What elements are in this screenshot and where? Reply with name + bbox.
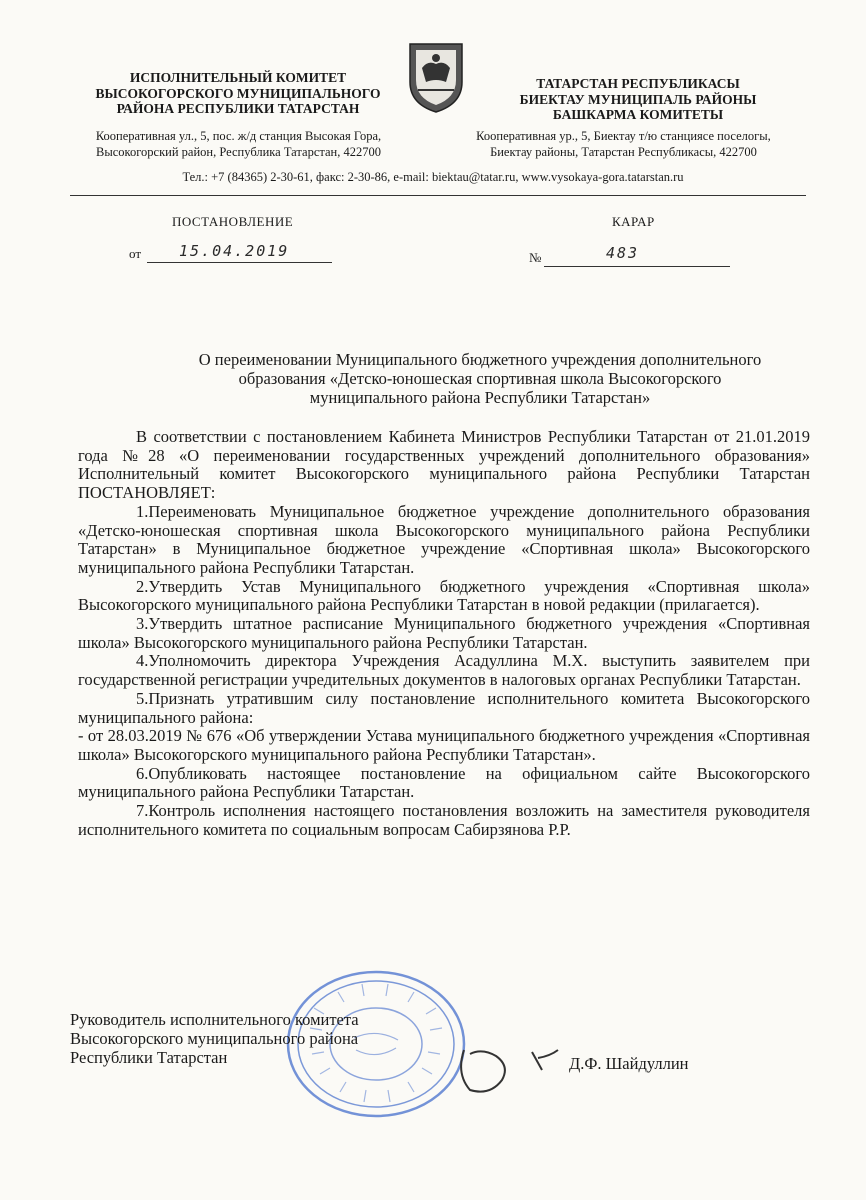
list-item: 4.Уполномочить директора Учреждения Асадуллина М.Х. выступить заявителем при государственной регистрации учредительных документов в налоговых органах Республики Татарстан.	[78, 651, 810, 690]
document-title: О переименовании Муниципального бюджетного учреждения дополнительного образования «Детско-юношеская спортивная школа Высокогорского муниципального района Республики Татарстан»	[198, 350, 762, 407]
number-value: 483	[606, 244, 640, 262]
contacts-line: Тел.: +7 (84365) 2-30-61, факс: 2-30-86, e-mail: biektau@tatar.ru, www.vysokaya-gora.tatarstan.ru	[182, 170, 684, 184]
number-field	[544, 244, 730, 267]
address-right: Кооперативная ур., 5, Биектау т/ю станциясе поселогы, Биектау районы, Татарстан Республикасы, 422700	[476, 129, 771, 159]
coat-of-arms-emblem	[404, 38, 468, 114]
list-item: 5.Признать утратившим силу постановление исполнительного комитета Высокогорского муниципального района:	[78, 688, 810, 727]
doc-type-right: КАРАР	[612, 214, 655, 229]
list-item: 3.Утвердить штатное расписание Муниципального бюджетного учреждения «Спортивная школа» Высокогорского муниципального района Республики Татарстан.	[78, 614, 810, 652]
signatory-name: Д.Ф. Шайдуллин	[569, 1054, 689, 1073]
org-name-right: ТАТАРСТАН РЕСПУБЛИКАСЫ БИЕКТАУ МУНИЦИПАЛЬ РАЙОНЫ БАШКАРМА КОМИТЕТЫ	[519, 76, 757, 122]
list-item: 1.Переименовать Муниципальное бюджетное учреждение дополнительного образования «Детско-юношеская спортивная школа Высокогорского муниципального района Республики Татарстан» в Муниципальное бюджетное учреждение «Спортивная школа» Высокогорского муниципального района Республики Татарстан.	[78, 501, 810, 577]
list-item: 6.Опубликовать настоящее постановление на официальном сайте Высокогорского муниципального района Республики Татарстан.	[78, 763, 810, 802]
date-value: 15.04.2019	[179, 242, 290, 260]
doc-type-left: ПОСТАНОВЛЕНИЕ	[172, 214, 294, 229]
date-field	[147, 244, 332, 263]
handwritten-signature	[430, 1030, 570, 1100]
header-divider	[70, 195, 806, 196]
number-prefix: №	[529, 250, 542, 265]
date-prefix: от	[129, 246, 142, 261]
org-name-left: ИСПОЛНИТЕЛЬНЫЙ КОМИТЕТ ВЫСОКОГОРСКОГО МУНИЦИПАЛЬНОГО РАЙОНА РЕСПУБЛИКИ ТАТАРСТАН	[95, 70, 381, 116]
list-item: 2.Утвердить Устав Муниципального бюджетного учреждения «Спортивная школа» Высокогорского муниципального района Республики Татарстан в новой редакции (прилагается).	[78, 576, 810, 615]
address-left: Кооперативная ул., 5, пос. ж/д станция Высокая Гора, Высокогорский район, Республика Татарстан, 422700	[95, 129, 382, 159]
list-item: - от 28.03.2019 № 676 «Об утверждении Устава муниципального бюджетного учреждения «Спортивная школа» Высокогорского муниципального района Республики Татарстан».	[78, 726, 810, 764]
document-body	[78, 428, 810, 839]
signatory-position: Руководитель исполнительного комитета Высокогорского муниципального района Республики Татарстан	[70, 1010, 359, 1067]
list-item: 7.Контроль исполнения настоящего постановления возложить на заместителя руководителя исполнительного комитета по социальным вопросам Сабирзянова Р.Р.	[78, 801, 810, 839]
preamble: В соответствии с постановлением Кабинета Министров Республики Татарстан от 21.01.2019 года №28 «О переименовании государственных учреждений дополнительного образования» Исполнительный комитет Высокогорского муниципального района Республики Татарстан ПОСТАНОВЛЯЕТ:	[78, 427, 810, 503]
